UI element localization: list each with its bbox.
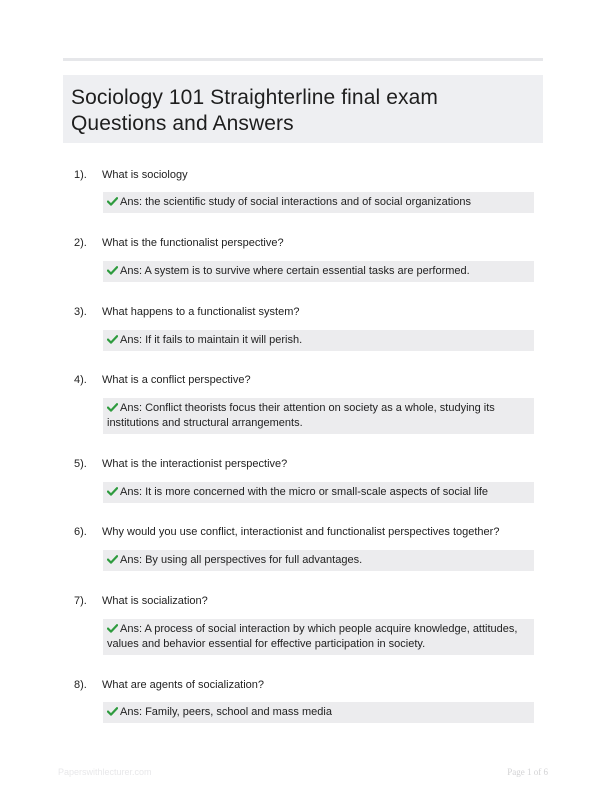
question-text: What is socialization? <box>102 595 208 607</box>
question-text: Why would you use conflict, interactionist and functionalist perspectives together? <box>102 526 500 538</box>
answer-text: Ans: It is more concerned with the micro or small-scale aspects of social life <box>120 486 489 498</box>
answer-box <box>103 482 534 503</box>
answer-text: Ans: Conflict theorists focus their attention on society as a whole, studying its institutions and structural arrangements. <box>107 402 495 429</box>
answer-text: Ans: A system is to survive where certain essential tasks are performed. <box>120 265 470 277</box>
question-number: 4). <box>74 374 87 386</box>
question-text: What is the interactionist perspective? <box>102 458 288 470</box>
answer-box <box>103 398 534 434</box>
check-icon <box>107 707 118 716</box>
check-icon <box>107 403 118 412</box>
answer-box <box>103 550 534 571</box>
question-text: What happens to a functionalist system? <box>102 306 300 318</box>
answer-box <box>103 192 534 213</box>
question-text: What is the functionalist perspective? <box>102 237 284 249</box>
question-number: 6). <box>74 526 87 538</box>
check-icon <box>107 555 118 564</box>
page-number: Page 1 of 6 <box>507 767 548 777</box>
page-title: Sociology 101 Straighterline final exam Questions and Answers <box>71 86 438 135</box>
answer-box <box>103 619 534 655</box>
question-text: What is a conflict perspective? <box>102 374 251 386</box>
answer-text: Ans: the scientific study of social interactions and of social organizations <box>120 196 471 208</box>
answer-box <box>103 702 534 723</box>
question-number: 3). <box>74 306 87 318</box>
answer-text: Ans: A process of social interaction by which people acquire knowledge, attitudes, values and behavior essential for effective participation in society. <box>107 623 518 650</box>
check-icon <box>107 335 118 344</box>
answer-box <box>103 261 534 282</box>
question-number: 5). <box>74 458 87 470</box>
answer-text: Ans: By using all perspectives for full advantages. <box>120 554 363 566</box>
answer-text: Ans: Family, peers, school and mass media <box>120 706 332 718</box>
question-number: 2). <box>74 237 87 249</box>
footer-watermark: Paperswithlecturer.com <box>58 767 152 777</box>
question-number: 8). <box>74 679 87 691</box>
check-icon <box>107 487 118 496</box>
answer-box <box>103 330 534 351</box>
question-text: What are agents of socialization? <box>102 679 265 691</box>
question-text: What is sociology <box>102 169 188 181</box>
check-icon <box>107 197 118 206</box>
check-icon <box>107 266 118 275</box>
question-number: 7). <box>74 595 87 607</box>
check-icon <box>107 624 118 633</box>
question-number: 1). <box>74 169 87 181</box>
answer-text: Ans: If it fails to maintain it will perish. <box>120 334 303 346</box>
